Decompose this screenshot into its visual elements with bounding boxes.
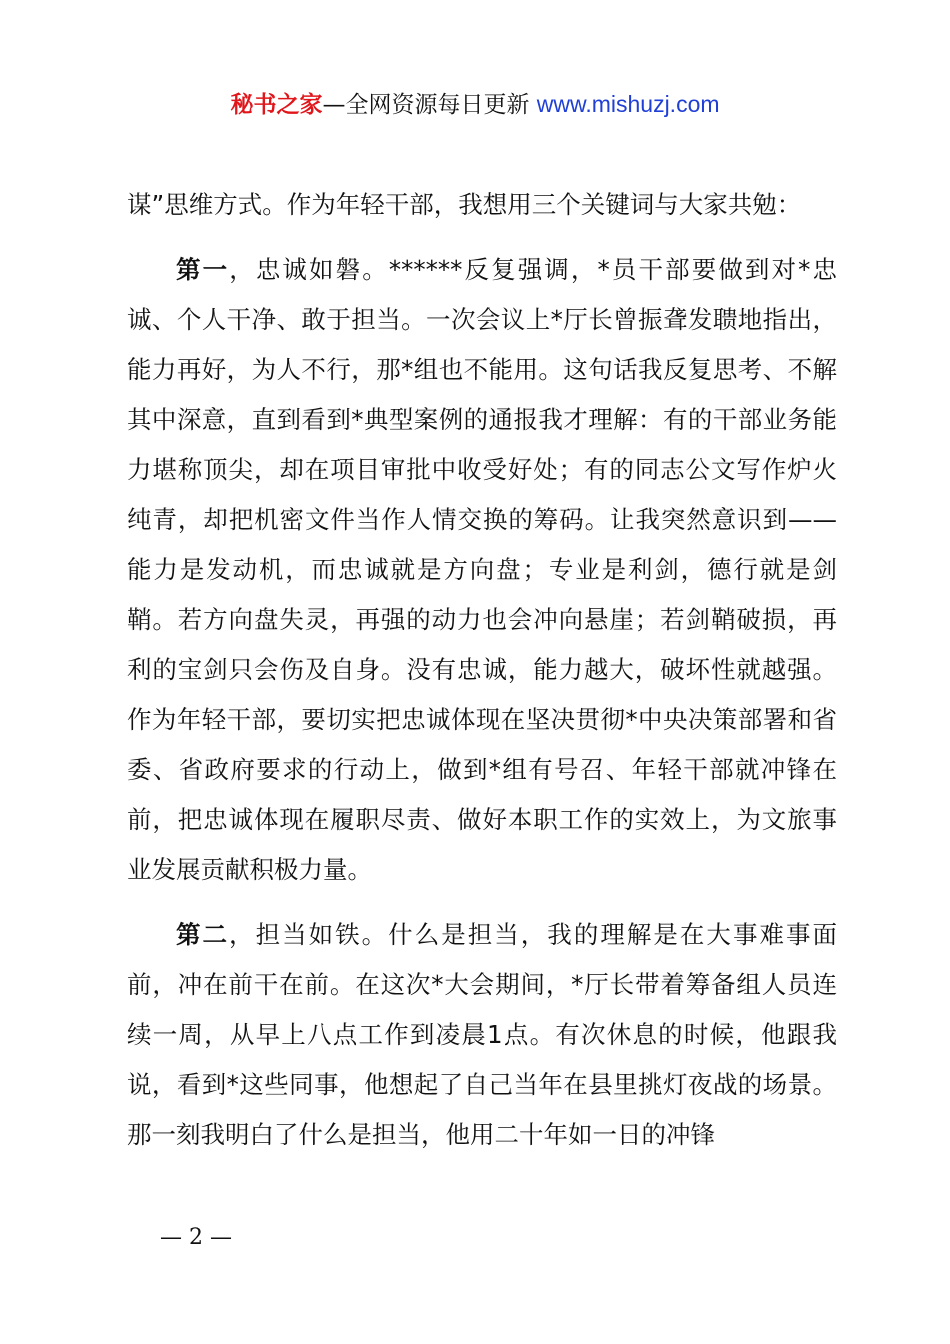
intro-paragraph: 谋”思维方式。作为年轻干部，我想用三个关键词与大家共勉： <box>127 190 802 219</box>
site-url[interactable]: www.mishuzj.com <box>536 91 720 117</box>
section-two-text: ，担当如铁。什么是担当，我的理解是在大事难事面前，冲在前干在前。在这次*大会期间，*厅长带着筹备组人员连续一周，从早上八点工作到凌晨1点。有次休息的时候，他跟我说，看到*这些同事，他想起了自己当年在县里挑灯夜战的场景。那一刻我明白了什么是担当，他用二十年如一日的冲锋 <box>127 920 838 1149</box>
section-one-paragraph <box>127 245 837 895</box>
section-two-lead: 第二 <box>176 920 230 949</box>
section-two-paragraph <box>127 910 837 1160</box>
page-header <box>0 86 950 123</box>
header-tagline: —全网资源每日更新 <box>322 92 530 118</box>
section-one-lead: 第一 <box>176 255 230 284</box>
section-one-text: ，忠诚如磐。******反复强调，*员干部要做到对*忠诚、个人干净、敢于担当。一次会议上*厅长曾振聋发聩地指出，能力再好，为人不行，那*组也不能用。这句话我反复思考、不解其中深意，直到看到*典型案例的通报我才理解：有的干部业务能力堪称顶尖，却在项目审批中收受好处；有的同志公文写作炉火纯青，却把机密文件当作人情交换的筹码。让我突然意识到——能力是发动机，而忠诚就是方向盘；专业是利剑，德行就是剑鞘。若方向盘失灵，再强的动力也会冲向悬崖；若剑鞘破损，再利的宝剑只会伤及自身。没有忠诚，能力越大，破坏性就越强。作为年轻干部，要切实把忠诚体现在坚决贯彻*中央决策部署和省委、省政府要求的行动上，做到*组有号召、年轻干部就冲锋在前，把忠诚体现在履职尽责、做好本职工作的实效上，为文旅事业发展贡献积极力量。 <box>127 255 837 884</box>
document-body <box>127 180 837 1160</box>
brand-name: 秘书之家 <box>230 92 323 118</box>
page-number: — 2 — <box>160 1225 232 1250</box>
